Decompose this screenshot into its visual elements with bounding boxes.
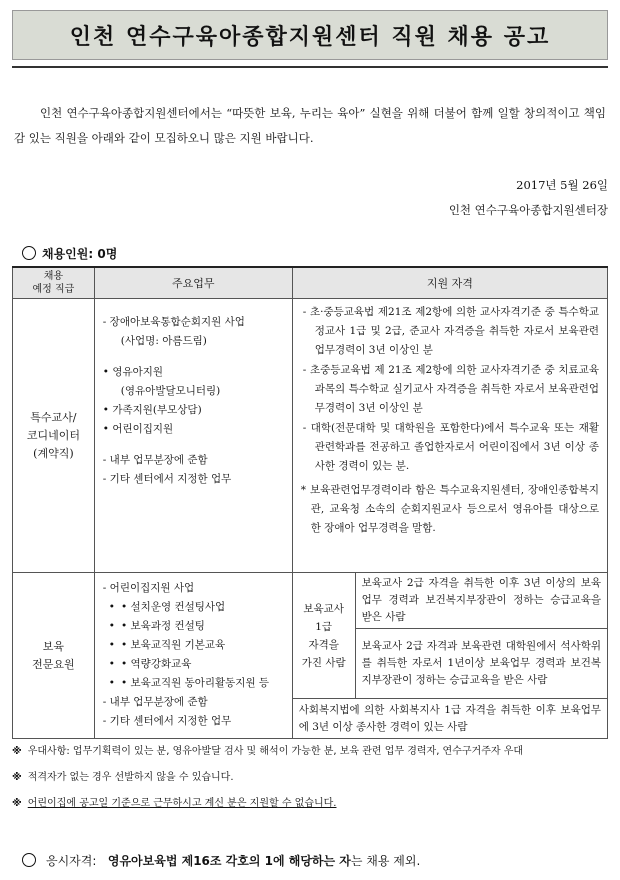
duties-childcare-specialist [94, 573, 292, 739]
issuing-organization: 인천 연수구육아종합지원센터장 [448, 203, 608, 217]
qualification-option-3: 사회복지법에 의한 사회복지사 1급 자격을 취득한 이후 보육업무에 3년 이상 종사한 경력이 있는 사람 [292, 699, 607, 739]
date-block [449, 173, 608, 223]
note-mark: ※ [12, 746, 22, 757]
eligibility-line [22, 852, 420, 869]
announcement-date: 2017년 5월 26일 [516, 178, 608, 192]
list-item: • • 보육교직원 동아리활동지원 등 [103, 674, 284, 693]
list-item: - 대학(전문대학 및 대학원을 포함한다)에서 특수교육 또는 재활관련학과를 전공하고 졸업한자로서 어린이집에서 3년 이상 종사한 경력이 있는 분. [302, 422, 599, 472]
recruit-count-text: 채용인원: 0명 [42, 247, 118, 261]
circle-bullet-icon [22, 853, 36, 867]
list-item: - 초·중등교육법 제21조 제2항에 의한 교사자격기준 중 특수학교 정교사 1급 및 2급, 준교사 자격증을 취득한 자로서 보육관련업무경력이 3년 이상인 분 [302, 306, 599, 356]
note-mark: ※ [12, 798, 22, 809]
qualification-category: 보육교사 1급 자격을 가진 사람 [292, 573, 355, 699]
list-item: • • 보육과정 컨설팅 [103, 617, 284, 636]
list-item: • 영유아지원 [102, 366, 164, 378]
table-row [13, 299, 608, 573]
qualification-option-2: 보육교사 2급 자격과 보육관련 대학원에서 석사학위를 취득한 자로서 1년이상 보육업무 경력과 보건복지부장관이 정하는 승급교육을 받은 사람 [355, 629, 607, 699]
list-item: - 어린이집지원 사업 [102, 582, 195, 594]
quals-special-teacher [292, 299, 607, 573]
list-item: - 내부 업무분장에 준함 [102, 696, 208, 708]
eligibility-emphasis: 영유아보육법 제16조 각호의 1에 해당하는 자 [107, 854, 351, 868]
list-item: - 장애아보육통합순회지원 사업 [102, 316, 245, 328]
header-duties: 주요업무 [94, 267, 292, 299]
experience-note: * 보육관련업무경력이라 함은 특수교육지원센터, 장애인종합복지관, 교육청 소속의 순회지원교사 등으로서 영유아를 대상으로 한 장애아 업무경력을 말함. [300, 484, 599, 534]
list-item: • • 역량강화교육 [103, 655, 284, 674]
list-item: • • 설치운영 컨설팅사업 [103, 598, 284, 617]
table-row [13, 573, 608, 629]
note-mark: ※ [12, 772, 22, 783]
recruit-table [12, 266, 608, 739]
list-item: • 어린이집지원 [102, 423, 174, 435]
title-banner [12, 10, 608, 60]
list-item: - 초중등교육법 제 21조 제2항에 의한 교사자격기준 중 치료교육 과목의 특수학교 실기교사 자격증을 취득한 자로서 보육관련업무경력이 3년 이상인 분 [302, 364, 599, 414]
page-title: 인천 연수구육아종합지원센터 직원 채용 공고 [69, 24, 551, 50]
qualification-option-1: 보육교사 2급 자격을 취득한 이후 3년 이상의 보육업무 경력과 보건복지부장관이 정하는 승급교육을 받은 사람 [355, 573, 607, 629]
table-header-row [13, 267, 608, 299]
list-item: • 가족지원(부모상담) [102, 404, 202, 416]
recruit-count-heading [22, 245, 117, 262]
note-preferences [12, 739, 608, 765]
intro-paragraph: 인천 연수구육아종합지원센터에서는 “따뜻한 보육, 누리는 육아” 실현을 위해 더불어 함께 일할 창의적이고 책임감 있는 직원을 아래와 같이 모집하오니 많은 지원 바랍니다. [14, 106, 606, 145]
header-position: 채용 예정 직급 [13, 267, 95, 299]
title-divider [12, 66, 608, 68]
note-text: 어린이집에 공고일 기준으로 근무하시고 계신 분은 지원할 수 없습니다. [27, 798, 337, 809]
header-qualifications: 지원 자격 [292, 267, 607, 299]
notes-block [12, 739, 608, 817]
list-item: (영유아발달모니터링) [120, 385, 221, 397]
position-childcare-specialist: 보육 전문요원 [13, 573, 95, 739]
list-item: • • 보육교직원 기본교육 [103, 636, 284, 655]
circle-bullet-icon [22, 246, 36, 260]
list-item: (사업명: 아름드림) [120, 335, 207, 347]
note-exclusion [12, 791, 608, 817]
eligibility-label: 응시자격: [46, 854, 97, 868]
note-no-selection [12, 765, 608, 791]
position-special-teacher: 특수교사/ 코디네이터 (계약직) [13, 299, 95, 573]
list-item: - 내부 업무분장에 준함 [102, 454, 208, 466]
duties-special-teacher [94, 299, 292, 573]
list-item: - 기타 센터에서 지정한 업무 [102, 473, 232, 485]
eligibility-tail: 는 채용 제외. [350, 854, 421, 868]
list-item: - 기타 센터에서 지정한 업무 [102, 715, 232, 727]
note-text: 우대사항: 업무기획력이 있는 분, 영유아발달 검사 및 해석이 가능한 분, 보육 관련 업무 경력자, 연수구거주자 우대 [27, 746, 524, 757]
note-text: 적격자가 없는 경우 선발하지 않을 수 있습니다. [27, 772, 234, 783]
